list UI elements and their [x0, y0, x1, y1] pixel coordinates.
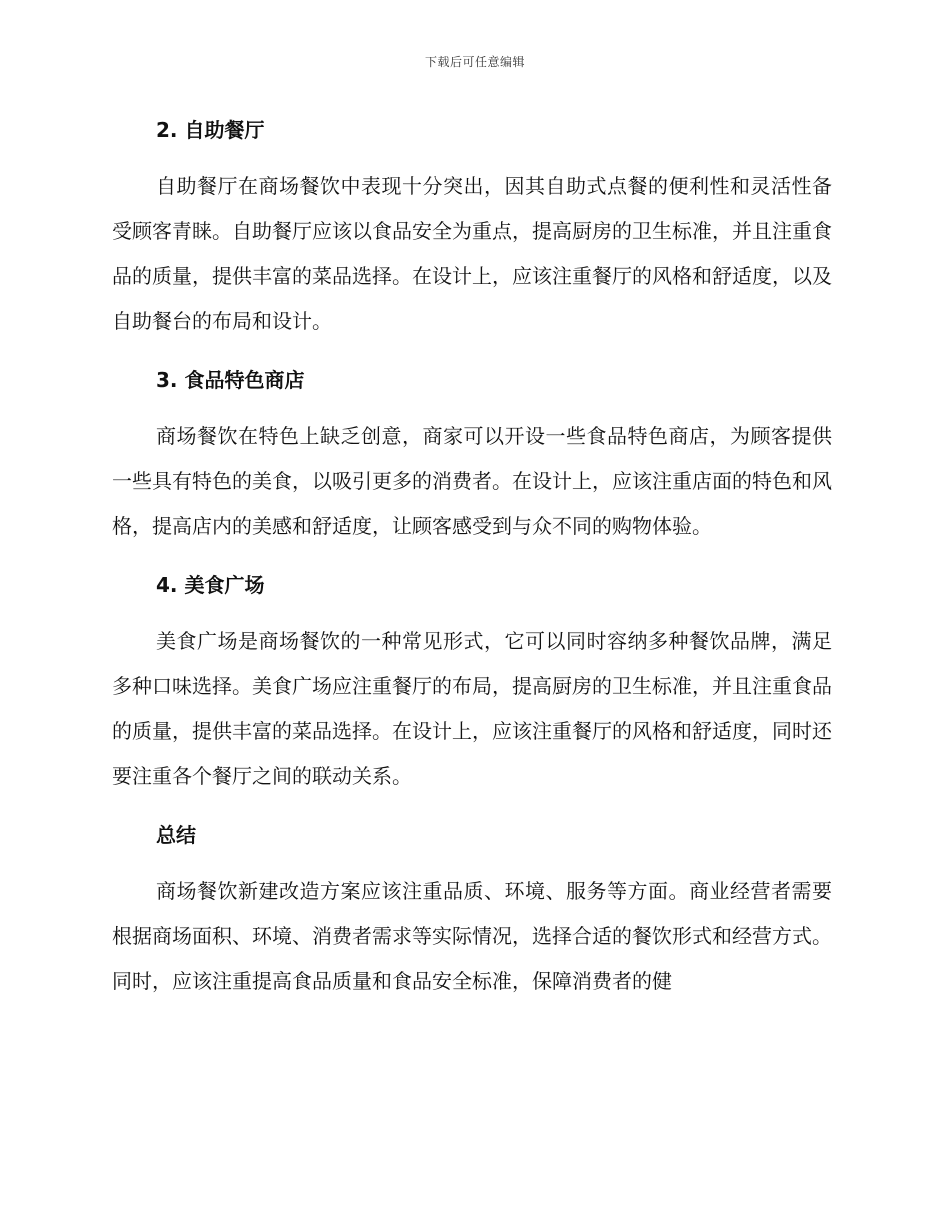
section-heading: 4. 美食广场	[156, 573, 265, 597]
section-summary	[112, 813, 832, 1004]
section-paragraph: 美食广场是商场餐饮的一种常见形式，它可以同时容纳多种餐饮品牌，满足多种口味选择。美食广场应注重餐厅的布局，提高厨房的卫生标准，并且注重食品的质量，提供丰富的菜品选择。在设计上，应该注重餐厅的风格和舒适度，同时还要注重各个餐厅之间的联动关系。	[112, 629, 832, 788]
document-body	[112, 108, 832, 1004]
section-heading: 总结	[156, 823, 196, 847]
section-paragraph: 商场餐饮新建改造方案应该注重品质、环境、服务等方面。商业经营者需要根据商场面积、环境、消费者需求等实际情况，选择合适的餐饮形式和经营方式。同时，应该注重提高食品质量和食品安全标准，保障消费者的健	[112, 879, 832, 993]
section-heading: 2. 自助餐厅	[156, 118, 265, 142]
section-buffet-restaurant	[112, 108, 832, 358]
section-paragraph: 商场餐饮在特色上缺乏创意，商家可以开设一些食品特色商店，为顾客提供一些具有特色的美食，以吸引更多的消费者。在设计上，应该注重店面的特色和风格，提高店内的美感和舒适度，让顾客感受到与众不同的购物体验。	[112, 424, 832, 538]
section-heading: 3. 食品特色商店	[156, 368, 305, 392]
section-specialty-food-store	[112, 358, 832, 563]
section-food-court	[112, 563, 832, 813]
page-header-note: 下载后可任意编辑	[424, 55, 525, 69]
section-paragraph: 自助餐厅在商场餐饮中表现十分突出，因其自助式点餐的便利性和灵活性备受顾客青睐。自助餐厅应该以食品安全为重点，提高厨房的卫生标准，并且注重食品的质量，提供丰富的菜品选择。在设计上，应该注重餐厅的风格和舒适度，以及自助餐台的布局和设计。	[112, 174, 832, 333]
